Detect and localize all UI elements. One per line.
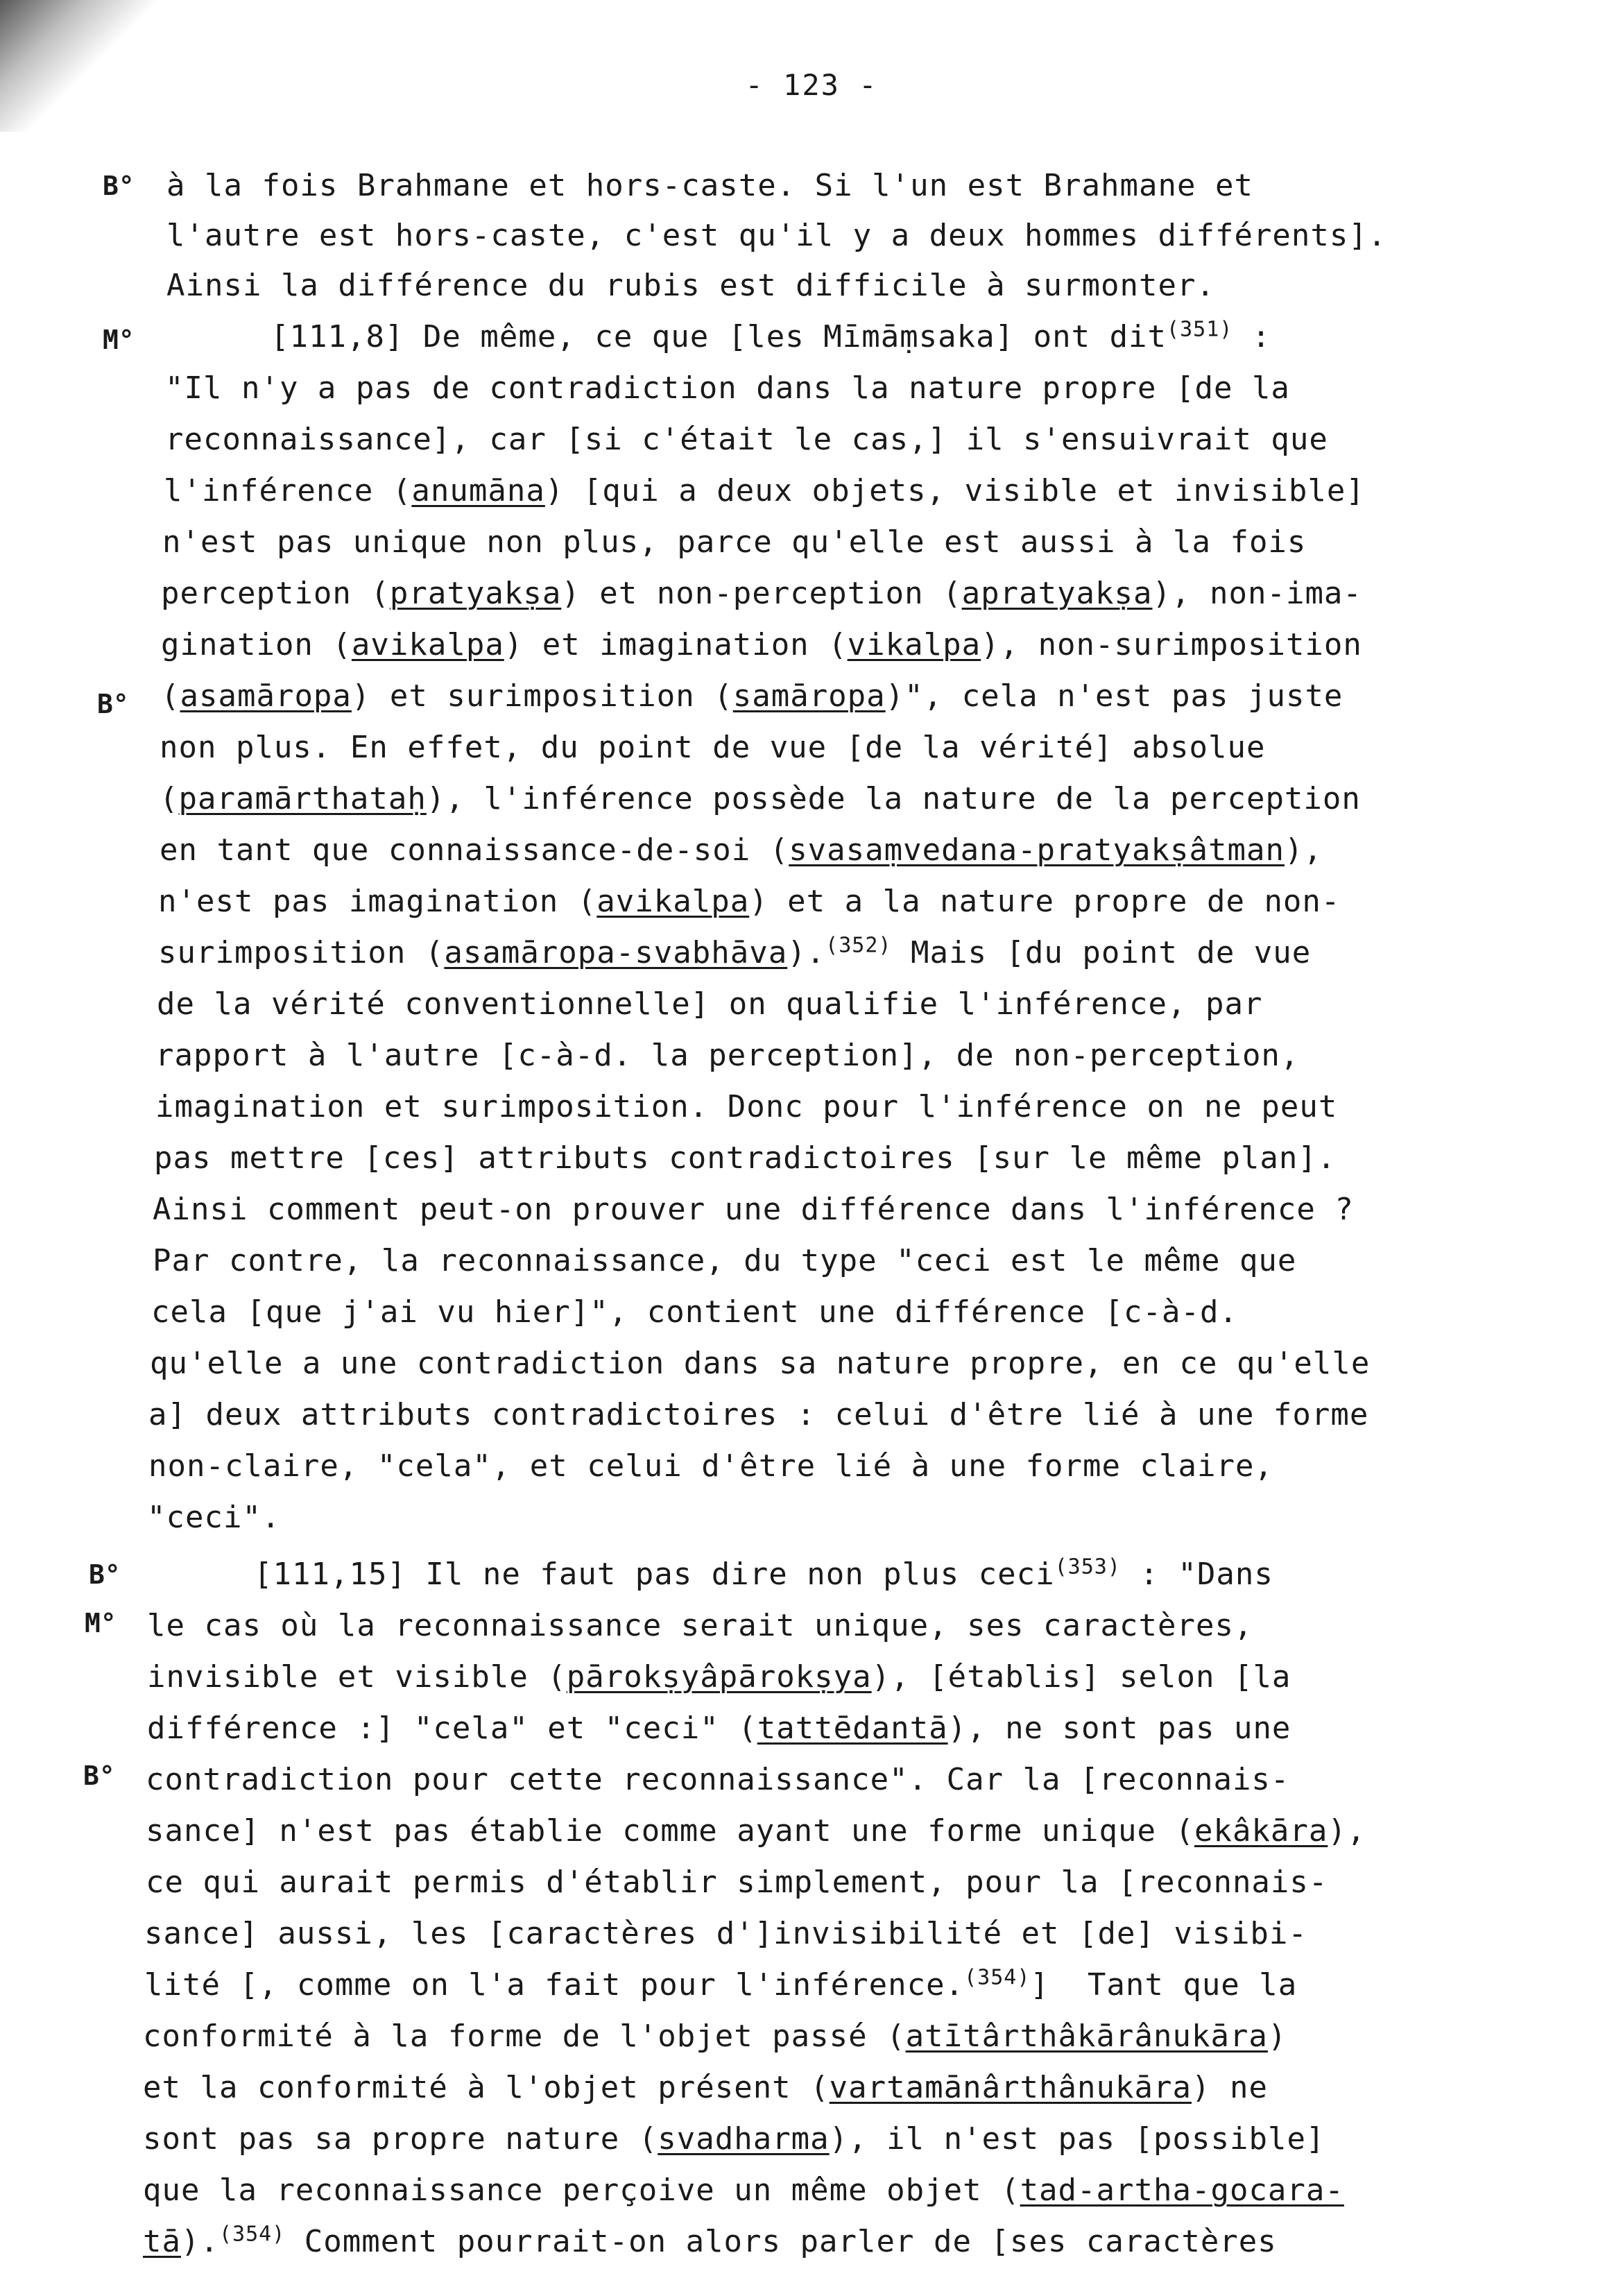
sanskrit-term: pratyakṣa xyxy=(389,576,562,611)
text-line: pas mettre [ces] attributs contradictoires [sur le même plan]. xyxy=(154,1140,1337,1176)
text-line: gination (avikalpa) et imagination (vikalpa), non-surimposition xyxy=(161,627,1362,662)
text-line: de la vérité conventionnelle] on qualifie l'inférence, par xyxy=(157,986,1263,1022)
sanskrit-term: paramārthataḥ xyxy=(178,781,427,816)
text-line: reconnaissance], car [si c'était le cas,] il s'ensuivrait que xyxy=(165,422,1328,457)
sanskrit-term: avikalpa xyxy=(596,884,750,919)
text-line: non plus. En effet, du point de vue [de la vérité] absolue xyxy=(160,730,1266,765)
text-line: conformité à la forme de l'objet passé (atītârthâkārânukāra) xyxy=(143,2019,1287,2054)
text-line: perception (pratyakṣa) et non-perception (apratyakṣa), non-ima- xyxy=(161,576,1362,611)
sanskrit-term: tattēdantā xyxy=(757,1711,948,1746)
sanskrit-term: tad-artha-gocara- xyxy=(1020,2173,1344,2208)
footnote-ref: (354) xyxy=(218,2222,286,2247)
sanskrit-term: atītârthâkārânukāra xyxy=(905,2019,1268,2054)
text-line: qu'elle a une contradiction dans sa nature propre, en ce qu'elle xyxy=(150,1346,1371,1381)
text-line: sance] aussi, les [caractères d']invisibilité et [de] visibi- xyxy=(144,1916,1307,1951)
text-line: tā).$^{(354)}$ Comment pourrait-on alors parler de [ses caractères xyxy=(143,2222,1277,2259)
sanskrit-term: asamāropa-svabhāva xyxy=(444,935,788,970)
sanskrit-term: tā xyxy=(143,2224,181,2259)
sanskrit-term: samāropa xyxy=(732,678,886,714)
footnote-ref: (352) xyxy=(825,933,892,958)
text-line: imagination et surimposition. Donc pour l'inférence on ne peut xyxy=(155,1089,1338,1124)
sanskrit-term: anumāna xyxy=(411,473,545,508)
text-line: sont pas sa propre nature (svadharma), il n'est pas [possible] xyxy=(143,2121,1325,2157)
text-line: et la conformité à l'objet présent (vartamānârthânukāra) ne xyxy=(143,2070,1268,2105)
text-line: lité [, comme on l'a fait pour l'inférence.$^{(354)}$] Tant que la xyxy=(144,1965,1298,2003)
margin-mark: B° xyxy=(103,171,135,201)
text-line: différence :] "cela" et "ceci" (tattēdantā), ne sont pas une xyxy=(147,1711,1291,1746)
page-number: - 123 - xyxy=(745,68,878,102)
footnote-ref: (354) xyxy=(964,1965,1031,1990)
margin-mark: M° xyxy=(103,325,135,355)
text-line: surimposition (asamāropa-svabhāva).$^{(352)}$ Mais [du point de vue xyxy=(158,933,1312,970)
text-line: invisible et visible (pārokṣyâpārokṣya), [établis] selon [la xyxy=(147,1659,1291,1695)
margin-mark: B° xyxy=(83,1760,115,1791)
text-line: en tant que connaissance-de-soi (svasaṃvedana-pratyakṣâtman), xyxy=(160,832,1323,868)
text-line: Par contre, la reconnaissance, du type "ceci est le même que xyxy=(153,1243,1297,1278)
text-line: sance] n'est pas établie comme ayant une forme unique (ekâkāra), xyxy=(146,1813,1366,1849)
scan-shadow xyxy=(0,0,160,132)
sanskrit-term: svasaṃvedana-pratyakṣâtman xyxy=(789,832,1285,868)
text-line: ce qui aurait permis d'établir simplement, pour la [reconnais- xyxy=(146,1865,1328,1900)
text-line: Ainsi la différence du rubis est difficile à surmonter. xyxy=(166,268,1215,303)
text-line: (paramārthataḥ), l'inférence possède la nature de la perception xyxy=(160,781,1361,816)
margin-mark: M° xyxy=(85,1608,117,1638)
text-line: rapport à l'autre [c-à-d. la perception], de non-perception, xyxy=(155,1038,1300,1073)
text-line: non-claire, "cela", et celui d'être lié à une forme claire, xyxy=(148,1448,1273,1484)
sanskrit-term: avikalpa xyxy=(351,627,504,662)
text-line: Ainsi comment peut-on prouver une différence dans l'inférence ? xyxy=(153,1192,1354,1227)
text-line: n'est pas unique non plus, parce qu'elle est aussi à la fois xyxy=(162,524,1307,560)
text-line: a] deux attributs contradictoires : celui d'être lié à une forme xyxy=(148,1397,1369,1432)
sanskrit-term: vartamānârthânukāra xyxy=(829,2070,1192,2105)
text-line: l'inférence (anumāna) [qui a deux objets, visible et invisible] xyxy=(164,473,1365,508)
text-line: "ceci". xyxy=(147,1500,281,1535)
text-line: (asamāropa) et surimposition (samāropa)", cela n'est pas juste xyxy=(161,678,1343,714)
text-line: à la fois Brahmane et hors-caste. Si l'un est Brahmane et xyxy=(166,168,1253,203)
text-line: contradiction pour cette reconnaissance". Car la [reconnais- xyxy=(146,1762,1290,1797)
text-line: que la reconnaissance perçoive un même objet (tad-artha-gocara- xyxy=(143,2173,1344,2208)
sanskrit-term: vikalpa xyxy=(847,627,981,662)
sanskrit-term: pārokṣyâpārokṣya xyxy=(566,1659,872,1695)
text-line: "Il n'y a pas de contradiction dans la nature propre [de la xyxy=(165,370,1290,406)
margin-mark: B° xyxy=(89,1559,121,1590)
text-line: cela [que j'ai vu hier]", contient une différence [c-à-d. xyxy=(151,1294,1238,1330)
footnote-ref: (351) xyxy=(1167,317,1233,342)
text-line: [111,15] Il ne faut pas dire non plus ceci$^{(353)}$ : "Dans xyxy=(254,1554,1273,1592)
sanskrit-term: svadharma xyxy=(658,2121,830,2157)
text-line: l'autre est hors-caste, c'est qu'il y a deux hommes différents]. xyxy=(166,218,1387,253)
sanskrit-term: ekâkāra xyxy=(1194,1813,1328,1849)
margin-mark: B° xyxy=(97,689,129,719)
footnote-ref: (353) xyxy=(1054,1554,1121,1579)
text-line: le cas où la reconnaissance serait unique, ses caractères, xyxy=(147,1608,1253,1643)
text-line: n'est pas imagination (avikalpa) et a la nature propre de non- xyxy=(158,884,1341,919)
sanskrit-term: apratyakṣa xyxy=(961,576,1153,611)
sanskrit-term: asamāropa xyxy=(180,678,352,714)
text-line: [111,8] De même, ce que [les Mīmāṃsaka] ont dit$^{(351)}$ : xyxy=(270,317,1271,354)
